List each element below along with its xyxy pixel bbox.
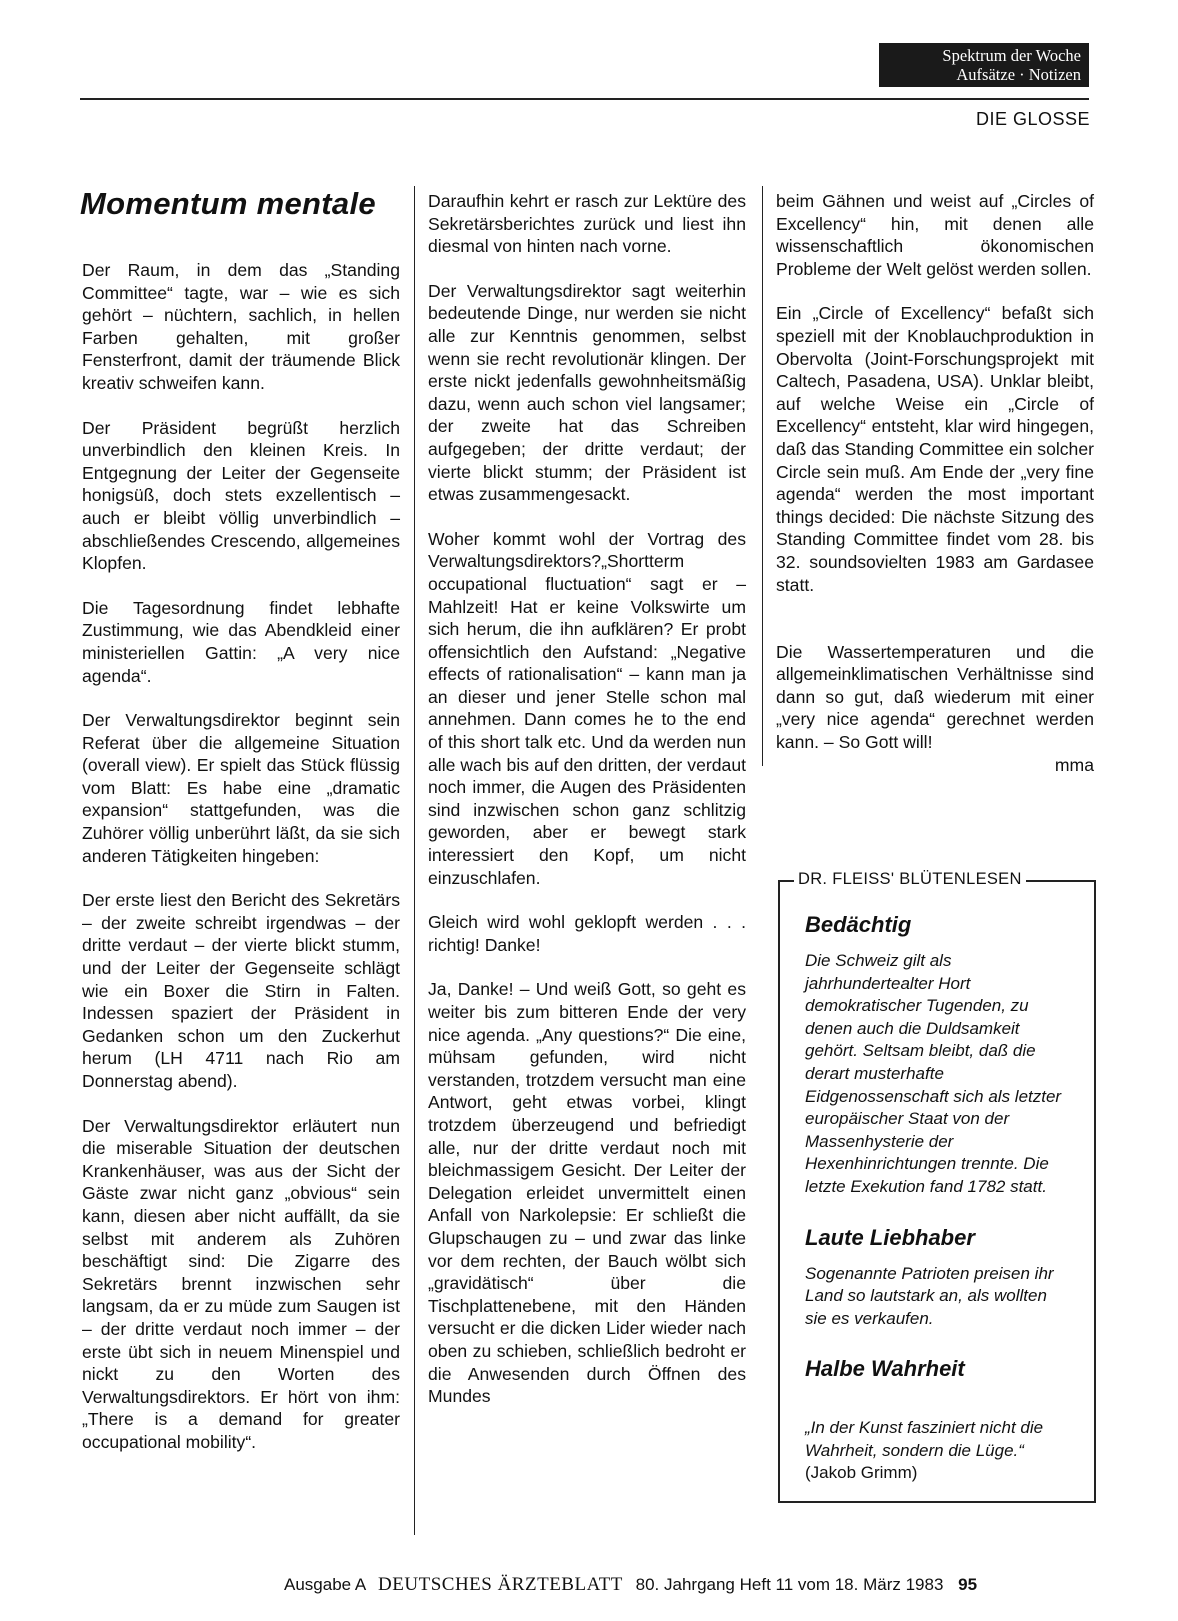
sidebar-quote-text: „In der Kunst fasziniert nicht die Wahrheit, sondern die Lüge.“ bbox=[805, 1417, 1044, 1460]
paragraph: Der Verwaltungsdirektor erläutert nun die miserable Situation der deutschen Krankenhäuser, was aus der Sicht der Gäste zwar nicht ganz „obvious“ sein kann, diesen aber nicht auffällt, da sie selbst mit anderem als Zuhören beschäftigt sind: Die Zigarre des Sekretärs brennt inzwischen sehr langsam, da er zu müde zum Saugen ist – der dritte verdaut noch immer – der erste übt sich in neuem Minenspiel und nickt zu den Worten des Verwaltungsdirektors. Er hört von ihm: „There is a demand for greater occupational mobility“. bbox=[82, 1115, 400, 1452]
footer-issue: 80. Jahrgang Heft 11 vom 18. März 1983 bbox=[635, 1575, 944, 1594]
article-title: Momentum mentale bbox=[80, 186, 376, 221]
sidebar-box bbox=[778, 870, 1096, 1503]
sidebar-item-text: Sogenannte Patrioten preisen ihr Land so lautstark an, als wollten sie es verkaufen. bbox=[805, 1263, 1054, 1328]
page-number: 95 bbox=[958, 1575, 978, 1594]
sidebar-content bbox=[805, 912, 1073, 1485]
footer-journal: DEUTSCHES ÄRZTEBLATT bbox=[378, 1574, 623, 1595]
sidebar-header: DR. FLEISS' BLÜTENLESEN bbox=[794, 870, 1026, 889]
sidebar-item-text: Die Schweiz gilt als jahrhundertealter Hort demokratischer Tugenden, zu denen auch die Duldsamkeit gehört. Seltsam bleibt, daß die derart musterhafte Eidgenossenschaft sich als letzter europäischer Staat von der Massenhysterie der Hexenhinrichtungen trennte. Die letzte Exekution fand 1782 statt. bbox=[805, 951, 1062, 1196]
article-column-1 bbox=[82, 259, 400, 1476]
paragraph bbox=[776, 618, 1094, 776]
section-badge-line1: Spektrum der Woche bbox=[942, 46, 1081, 65]
paragraph: Daraufhin kehrt er rasch zur Lektüre des Sekretärsberichtes zurück und liest ihn diesmal von hinten nach vorne. bbox=[428, 191, 746, 257]
paragraph: Ja, Danke! – Und weiß Gott, so geht es weiter bis zum bitteren Ende der very nice agenda. „Any questions?“ Die eine, mühsam gefunden, wird nicht verstanden, trotzdem versucht man eine Antwort, geht etwas vorbei, klingt trotzdem überzeugend und befriedigt alle, nur der dritte verdaut noch mit bleichmassigem Gesicht. Der Leiter der Delegation erleidet unvermittelt einen Anfall von Narkolepsie: Er schließt die Glupschaugen zu – und zwar das linke vor dem rechten, der Bauch wölbt sich „gravidätisch“ über die Tischplattenebene, mit den Händen versucht er die dicken Lider wieder nach oben zu schieben, schließlich bedroht er die Anwesenden durch Öffnen des Mundes bbox=[428, 979, 746, 1407]
footer-edition: Ausgabe A bbox=[284, 1575, 366, 1594]
sidebar-quote bbox=[805, 1394, 1073, 1484]
top-rule bbox=[80, 98, 1089, 100]
paragraph: Der erste liest den Bericht des Sekretärs – der zweite schreibt irgendwas – der dritte verdaut – der vierte blickt stumm, und der Leiter der Gegenseite schlägt wie ein Boxer die Stirn in Falten. Indessen spaziert der Präsident in Gedanken schon um den Zuckerhut herum (LH 4711 nach Rio am Donnerstag abend). bbox=[82, 890, 400, 1091]
paragraph: Der Präsident begrüßt herzlich unverbindlich den kleinen Kreis. In Entgegnung der Leiter der Gegenseite honigsüß, doch stets exzellentisch – auch er bleibt völlig unverbindlich – abschließendes Crescendo, allgemeines Klopfen. bbox=[82, 417, 400, 574]
author-signature: mma bbox=[1054, 754, 1094, 775]
paragraph: Ein „Circle of Excellency“ befaßt sich speziell mit der Knoblauchproduktion in Obervolta (Joint-Forschungsprojekt mit Caltech, Pasadena, USA). Unklar bleibt, auf welche Weise ein „Circle of Excellency“ entsteht, klar wird hingegen, daß das Standing Committee ein solcher Circle sein muß. Am Ende der „very fine agenda“ werden the most important things decided: Die nächste Sitzung des Standing Committee findet vom 28. bis 32. soundsovielten 1983 am Gardasee statt. bbox=[776, 303, 1094, 595]
section-label: DIE GLOSSE bbox=[975, 109, 1090, 129]
column-divider bbox=[762, 186, 763, 766]
section-badge-line2: Aufsätze · Notizen bbox=[956, 65, 1081, 84]
paragraph: Woher kommt wohl der Vortrag des Verwaltungsdirektors?„Shortterm occupational fluctuation“ sagt er – Mahlzeit! Hat er keine Volkswirte um sich herum, die ihn aufklären? Er probt offensichtlich den Aufstand: „Negative effects of rationalisation“ – kann man ja an dieser und jener Stelle schon mal annehmen. Dann comes he to the end of this short talk etc. Und da werden nun alle wach bis auf den dritten, der verdaut noch immer, die Augen des Präsidenten sind inzwischen schon ganz schlitzig geworden, aber er bewegt stark interessiert den Kopf, um nicht einzuschlafen. bbox=[428, 528, 746, 888]
closing-paragraph-text: Die Wassertemperaturen und die allgemeinklimatischen Verhältnisse sind dann so gut, daß wiederum mit einer „very nice agenda“ gerechnet werden kann. – So Gott will! bbox=[776, 641, 1094, 753]
paragraph: Der Verwaltungsdirektor sagt weiterhin bedeutende Dinge, nur werden sie nicht alle zur Kenntnis genommen, selbst wenn sie recht revolutionär klingen. Der erste nickt jedenfalls gewohnheitsmäßig dazu, wenn auch schon viel langsamer; der zweite hat das Schreiben aufgegeben; der dritte verdaut; der vierte blickt stumm; der Präsident ist etwas zusammengesackt. bbox=[428, 280, 746, 505]
paragraph: Die Tagesordnung findet lebhafte Zustimmung, wie das Abendkleid einer ministeriellen Gattin: „A very nice agenda“. bbox=[82, 597, 400, 686]
section-badge bbox=[879, 43, 1089, 87]
page-footer bbox=[284, 1574, 977, 1596]
article-column-2 bbox=[428, 190, 746, 1430]
article-column-3 bbox=[776, 190, 1094, 798]
sidebar-item-title: Halbe Wahrheit bbox=[805, 1356, 965, 1382]
sidebar-quote-source: (Jakob Grimm) bbox=[805, 1463, 918, 1483]
sidebar-item-title: Laute Liebhaber bbox=[805, 1224, 975, 1250]
paragraph: beim Gähnen und weist auf „Circles of Excellency“ hin, mit denen alle wissenschaftlich ökonomischen Probleme der Welt gelöst werden sollen. bbox=[776, 191, 1094, 279]
column-divider bbox=[414, 186, 415, 1535]
paragraph: Gleich wird wohl geklopft werden . . . richtig! Danke! bbox=[428, 912, 746, 955]
paragraph: Der Verwaltungsdirektor beginnt sein Referat über die allgemeine Situation (overall view). Er spielt das Stück flüssig vom Blatt: Es habe eine „dramatic expansion“ stattgefunden, was die Zuhörer völlig unberührt läßt, da sie sich anderen Tätigkeiten hingeben: bbox=[82, 710, 400, 866]
sidebar-item-title: Bedächtig bbox=[805, 912, 912, 937]
paragraph: Der Raum, in dem das „Standing Committee“ tagte, war – wie es sich gehört – nüchtern, sachlich, in hellen Farben gehalten, mit großer Fensterfront, damit der träumende Blick kreativ schweifen kann. bbox=[82, 260, 400, 393]
